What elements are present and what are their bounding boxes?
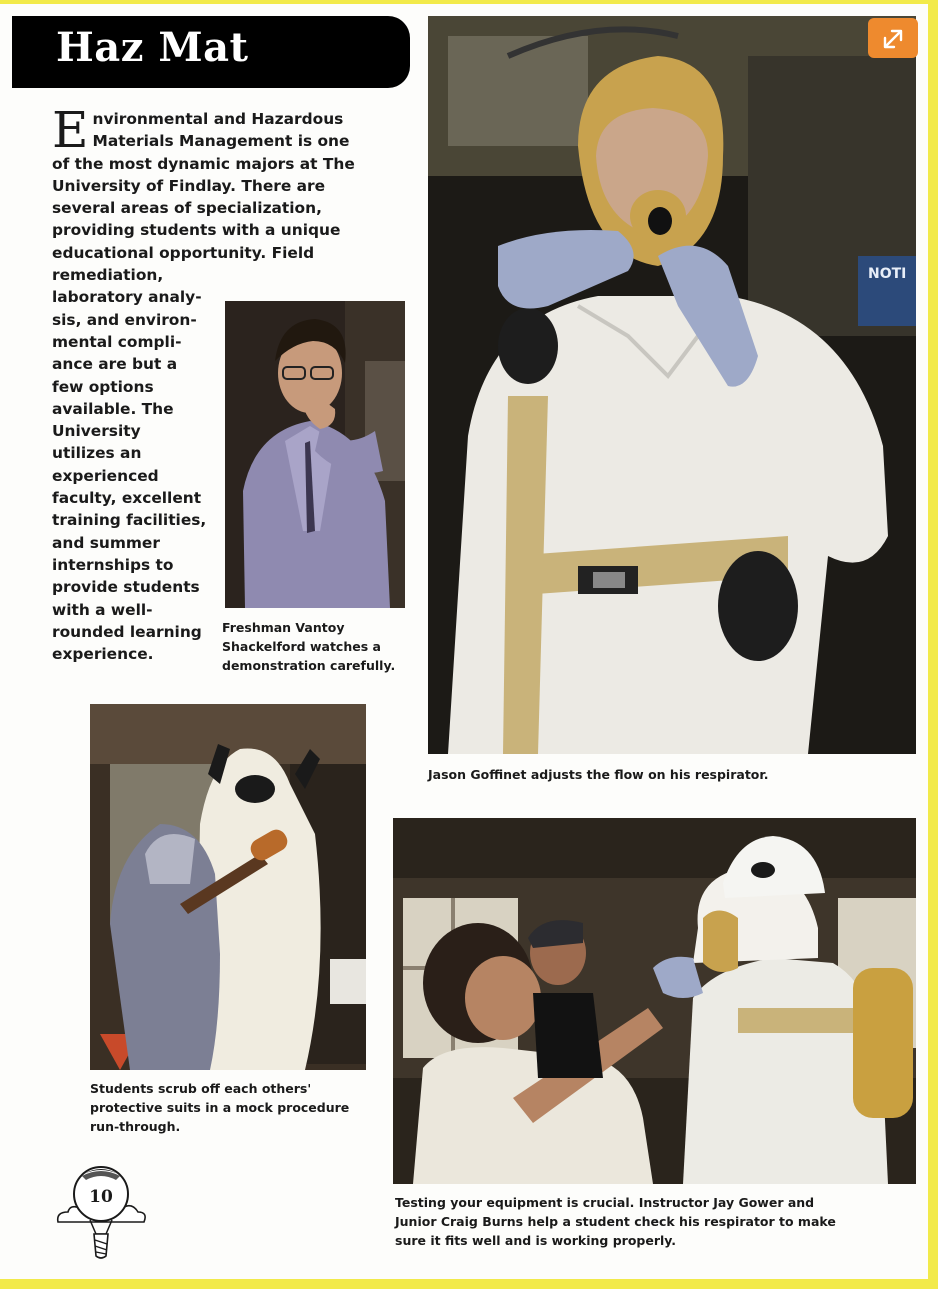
page-number: 10 — [89, 1187, 113, 1207]
balloon-logo — [54, 1164, 148, 1262]
caption-scrub: Students scrub off each others' protective suits in a mock procedure run-through. — [90, 1081, 350, 1134]
title-banner — [12, 16, 410, 88]
photo-respirator-image — [428, 16, 916, 754]
notice-sign-text: NOTI — [868, 266, 907, 282]
article-text-continued: laboratory analysis, and environmental compliance are but a few options available. The University utilizes an experienced faculty, excellent training facilities, and summer internships to provide students with a well-rounded learning experience. — [52, 288, 207, 664]
drop-cap: E — [52, 101, 89, 159]
page-title: Haz Mat — [56, 24, 249, 71]
photo-respirator — [428, 16, 916, 754]
caption-respirator: Jason Goffinet adjusts the flow on his respirator. — [428, 767, 769, 782]
photo-testing — [393, 818, 916, 1184]
photo-testing-image — [393, 818, 916, 1184]
expand-button[interactable] — [868, 18, 918, 58]
caption-freshman: Freshman Vantoy Shackelford watches a demonstration carefully. — [222, 620, 396, 673]
expand-arrows-icon — [868, 18, 918, 58]
article-text-start: nvironmental and Hazardous Materials Management is one of the most dynamic majors at The University of Findlay. There are several areas of specialization, providing students with a unique educational opportunity. Field remediation, — [52, 110, 355, 285]
caption-testing: Testing your equipment is crucial. Instructor Jay Gower and Junior Craig Burns help a student check his respirator to make sure it fits well and is working properly. — [395, 1195, 836, 1248]
hot-air-balloon-icon — [54, 1164, 148, 1262]
photo-scrub — [90, 704, 366, 1070]
photo-freshman — [225, 301, 405, 608]
photo-freshman-image — [225, 301, 405, 608]
photo-scrub-image — [90, 704, 366, 1070]
